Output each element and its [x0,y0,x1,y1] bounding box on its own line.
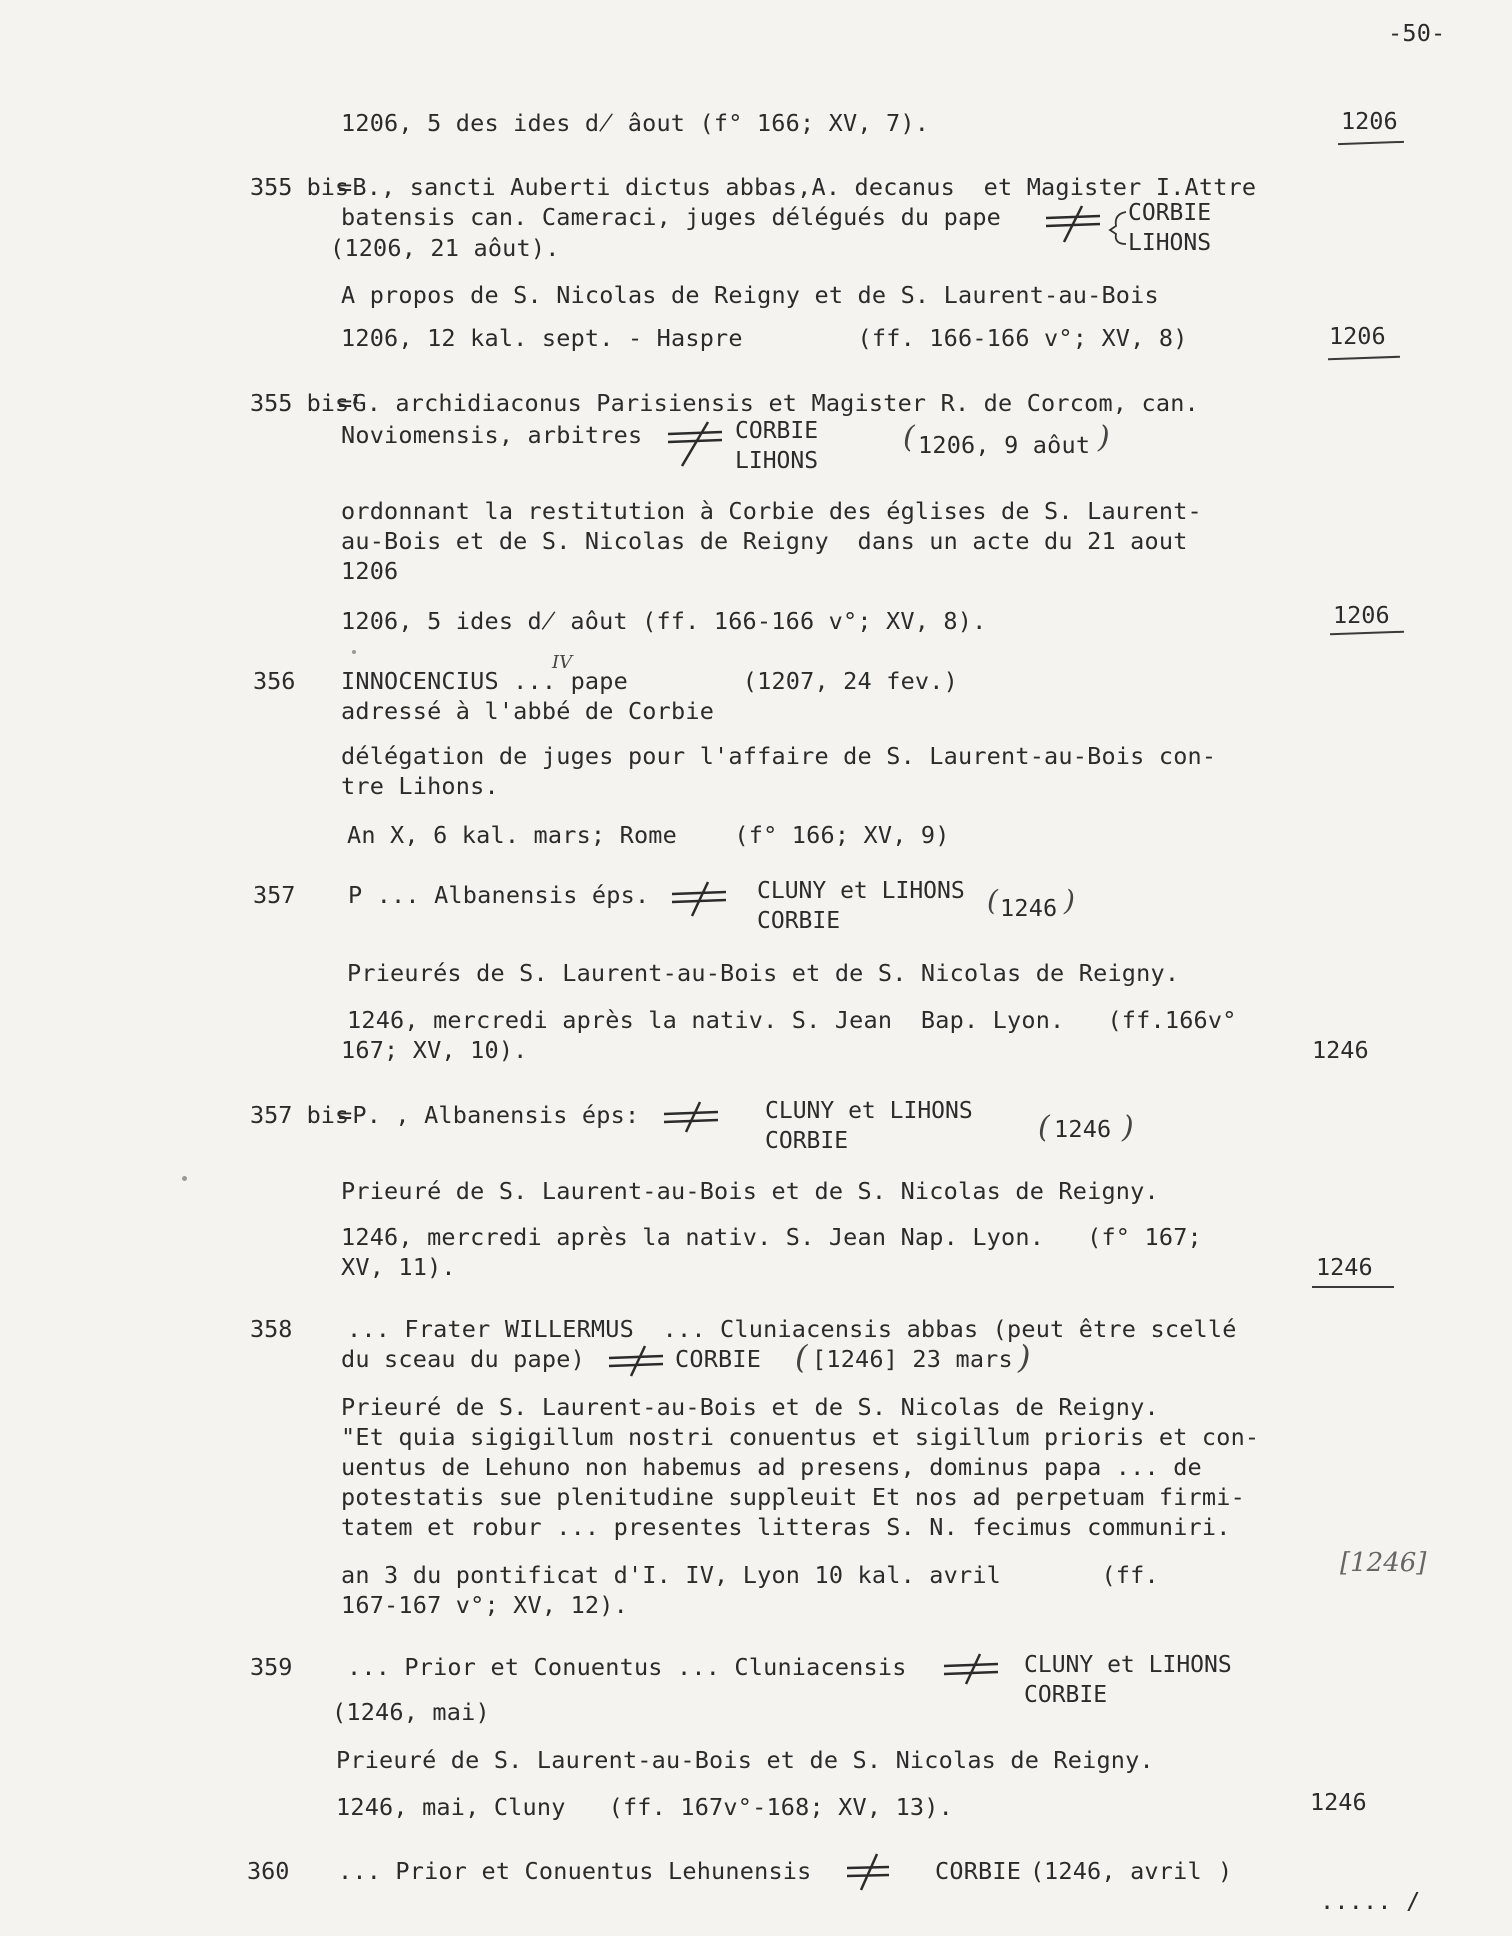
entry-line: INNOCENCIUS ... pape (1207, 24 fev.) [341,667,958,695]
entry-number: 355 bis¹ [250,389,364,417]
entry-subject-line: tre Lihons. [341,772,499,800]
entry-number: 357 [253,881,296,909]
margin-date: 1246 [1310,1788,1367,1816]
entry-dating-line: 167-167 v°; XV, 12). [341,1591,628,1619]
entry-dating-line: 1246, mercredi après la nativ. S. Jean Bap. Lyon. (ff.166v° [347,1006,1237,1034]
entry-number: 357 bis [250,1101,350,1129]
page-number: -50- [1388,19,1446,47]
entry-dating: An X, 6 kal. mars; Rome (f° 166; XV, 9) [347,821,950,849]
entry-subject-line: potestatis sue plenitudine suppleuit Et nos ad perpetuam firmi- [341,1483,1245,1511]
bracket-date: 1246, avril [1044,1857,1202,1885]
top-entry-line: 1206, 5 des ides d̸ âout (f° 166; XV, 7). [341,109,930,137]
entry-subject-line: délégation de juges pour l'affaire de S. Laurent-au-Bois con- [341,742,1217,770]
entry-line: =G. archidiaconus Parisiensis et Magister R. de Corcom, can. [338,389,1199,417]
party-top: CLUNY et LIHONS [757,878,965,904]
margin-date: 1246 [1312,1036,1369,1064]
party-bottom: CORBIE [1024,1682,1108,1708]
party: CORBIE [935,1857,1022,1885]
entry-subject-line: 1206 [341,557,399,585]
scan-speck [352,650,356,654]
entry-dating: 1206, 12 kal. sept. - Haspre (ff. 166-166 v°; XV, 8) [341,324,1188,352]
margin-date-underline [1312,1286,1394,1288]
entry-subject: Prieuré de S. Laurent-au-Bois et de S. Nicolas de Reigny. [341,1177,1159,1205]
margin-date: [1246] [1340,1548,1427,1578]
entry-dating-line: an 3 du pontificat d'I. IV, Lyon 10 kal. avril (ff. [341,1561,1159,1589]
entry-subject-line: au-Bois et de S. Nicolas de Reigny dans un acte du 21 aout [341,527,1188,555]
entry-line: du sceau du pape) [341,1345,585,1373]
entry-subject-line: Prieuré de S. Laurent-au-Bois et de S. Nicolas de Reigny. [341,1393,1159,1421]
entry-line: =B., sancti Auberti dictus abbas,A. decanus et Magister I.Attre [338,173,1257,201]
entry-subject: Prieurés de S. Laurent-au-Bois et de S. Nicolas de Reigny. [347,959,1180,987]
margin-date: 1206 [1341,107,1398,135]
party-bottom: LIHONS [735,448,819,474]
party-top: CLUNY et LIHONS [765,1098,973,1124]
party-bottom: CORBIE [757,908,841,934]
entry-dating: 1206, 5 ides d̸ aôut (ff. 166-166 v°; XV, 8). [341,607,987,635]
entry-number: 358 [250,1315,293,1343]
entry-subject-line: tatem et robur ... presentes litteras S. N. fecimus communiri. [341,1513,1231,1541]
entry-subject-line: "Et quia sigigillum nostri conuentus et sigillum prioris et con- [341,1423,1260,1451]
entry-subject: Prieuré de S. Laurent-au-Bois et de S. Nicolas de Reigny. [336,1746,1154,1774]
not-equal-icon [940,1652,1004,1688]
entry-line: ... Prior et Conuentus Lehunensis [338,1857,812,1885]
margin-date: 1206 [1329,322,1386,350]
bracket-date: 1246 [1054,1115,1112,1143]
continuation-mark: ..... / [1320,1887,1421,1915]
entry-line: Noviomensis, arbitres [341,421,643,449]
party-bottom: CORBIE [765,1128,849,1154]
party-top: CLUNY et LIHONS [1024,1652,1232,1678]
entry-subject-line: uentus de Lehuno non habemus ad presens, dominus papa ... de [341,1453,1202,1481]
not-equal-icon [1042,204,1106,244]
pencil-note: IV [552,652,573,673]
entry-dating-line: XV, 11). [341,1253,456,1281]
entry-subject-line: ordonnant la restitution à Corbie des églises de S. Laurent- [341,497,1202,525]
margin-date-underline [1328,356,1400,361]
entry-number: 356 [253,667,296,695]
bracket-date: 1246 [1000,894,1058,922]
margin-date-underline [1330,631,1404,636]
document-page: -50- 1206, 5 des ides d̸ âout (f° 166; XV, 7). 1206 355 bis =B., sancti Auberti dictus abbas,A. decanus et Magister I.Attre batensis can. Cameraci, juges délégués du pape (1206, 21 aôut). CORBIE LIHONS A propos de S. Nicolas de Reigny et de S. Laurent-au-Bois 1206, 12 kal. sept. - Haspre (ff. 166-166 v°; XV, 8) 1206 355 bis¹ =G. archidiaconus Parisiensis et Magister R. de Corcom, can. Noviomensis, arbitres CORBIE LIHONS ( 1206, 9 aôut ) ordonnant la restitution à Corbie des églises de S. Laurent- au-Bois et de S. Nicolas de Reigny dans un acte du 21 aout 1206 1206, 5 ides d̸ aôut (ff. 166-166 v°; XV, 8). 1206 356 IV INNOCENCIUS ... pape (1207, 24 fev.) adressé à l'abbé de Corbie délégation de juges pour l'affaire de S. Laurent-au-Bois con- tre Lihons. An X, 6 kal. mars; Rome (f° 166; XV, 9) 357 P ... Albanensis éps. CLUNY et LIHONS CORBIE ( 1246 ) Prieurés de S. Laurent-au-Bois et de S. Nicolas de Reigny. 1246, mercredi après la nativ. S. Jean Bap. Lyon. (ff.166v° 167; XV, 10). 1246 357 bis =P. , Albanensis éps: CLUNY et LIHONS CORBIE ( 1246 ) Prieuré de S. Laurent-au-Bois et de S. Nicolas de Reigny. 1246, mercredi après la nativ. S. Jean Nap. Lyon. (f° 167; XV, 11). 1246 358 ... Frater WILLERMUS ... Cluniacensis abbas (peut être scellé du sceau du pape) CORBIE ( [1246] 23 mars ) Prieuré de S. Laurent-au-Bois et de S. Nicolas de Reigny. "Et quia sigigillum nostri conuentus et sigillum prioris et con- uentus de Lehuno non habemus ad presens, dominus papa ... de potestatis sue plenitudine suppleuit Et nos ad perpetuam firmi- tatem et robur ... presentes litteras S. N. fecimus communiri. an 3 du pontificat d'I. IV, Lyon 10 kal. avril (ff. 167-167 v°; XV, 12). [1246] 359 ... Prior et Conuentus ... Cluniacensis CLUNY et LIHONS CORBIE (1246, mai) Prieuré de S. Laurent-au-Bois et de S. Nicolas de Reigny. 1246, mai, Cluny (ff. 167v°-168; XV, 13). 1246 360 ... Prior et Conuentus Lehunensis CORBIE ( 1246, avril ) ..... / [0,0,1512,1936]
not-equal-icon [668,880,732,920]
entry-dating-line: 1246, mercredi après la nativ. S. Jean Nap. Lyon. (f° 167; [341,1223,1202,1251]
entry-line: adressé à l'abbé de Corbie [341,697,715,725]
party-bottom: LIHONS [1128,230,1212,256]
entry-line: (1206, 21 aôut). [330,234,560,262]
entry-subject: A propos de S. Nicolas de Reigny et de S. Laurent-au-Bois [341,281,1159,309]
entry-line: =P. , Albanensis éps: [338,1101,640,1129]
bracket-date: 1206, 9 aôut [918,431,1091,459]
entry-line: batensis can. Cameraci, juges délégués du pape [341,203,1002,231]
margin-date: 1246 [1316,1253,1373,1281]
bracket-date: [1246] 23 mars [812,1345,1013,1373]
entry-line: (1246, mai) [332,1698,490,1726]
brace-icon [1108,210,1132,246]
entry-dating: 1246, mai, Cluny (ff. 167v°-168; XV, 13). [336,1793,953,1821]
scan-speck [182,1176,187,1181]
entry-dating-line: 167; XV, 10). [341,1036,528,1064]
party-top: CORBIE [735,418,819,444]
party: CORBIE [675,1345,762,1373]
entry-line: ... Prior et Conuentus ... Cluniacensis [347,1653,907,1681]
entry-number: 359 [250,1653,293,1681]
entry-number: 360 [247,1857,290,1885]
not-equal-icon [605,1344,669,1380]
not-equal-icon [664,420,728,470]
entry-line: P ... Albanensis éps. [348,881,650,909]
margin-date: 1206 [1333,601,1390,629]
not-equal-icon [660,1100,724,1136]
entry-number: 355 bis [250,173,350,201]
margin-date-underline [1338,141,1404,145]
entry-line: ... Frater WILLERMUS ... Cluniacensis abbas (peut être scellé [347,1315,1237,1343]
party-top: CORBIE [1128,200,1212,226]
not-equal-icon [845,1852,895,1892]
